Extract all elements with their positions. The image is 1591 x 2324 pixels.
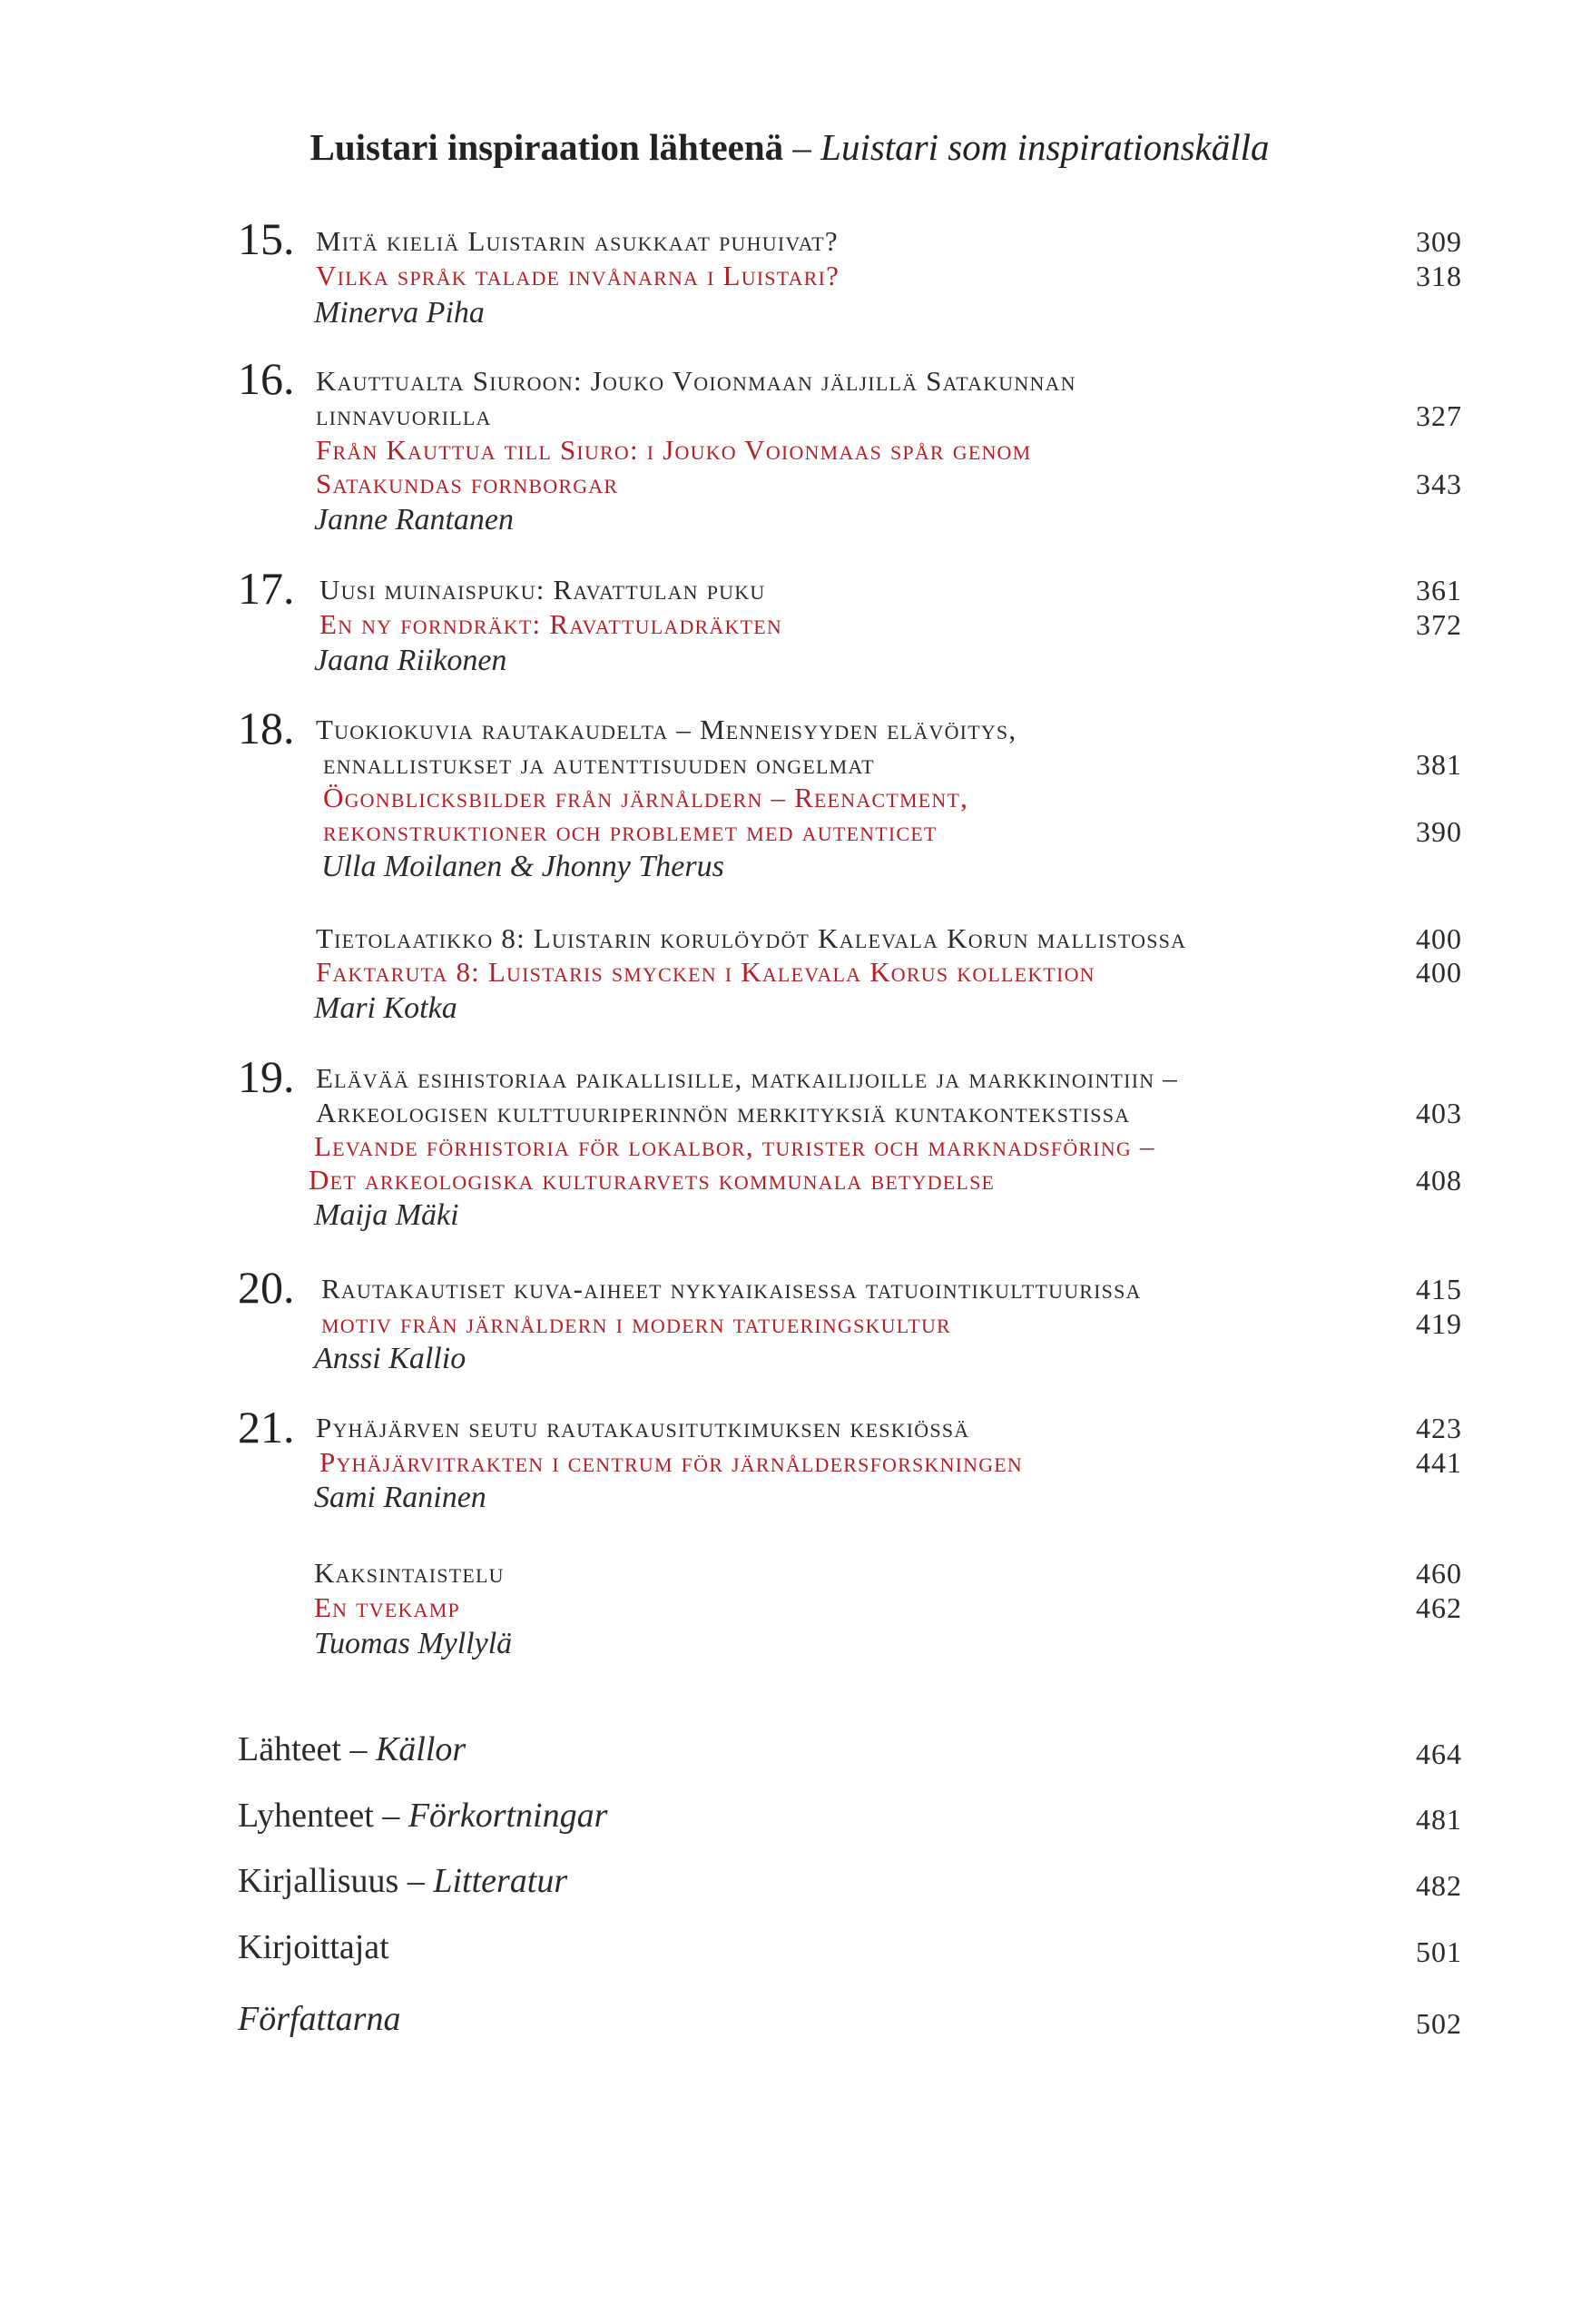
back-matter-sv: Förkortningar	[408, 1797, 608, 1835]
page-number: 464	[1416, 1738, 1462, 1770]
page-number: 502	[1416, 2007, 1462, 2040]
page-number-fi: 423	[1416, 1412, 1462, 1444]
back-matter-fi: Lähteet	[238, 1730, 341, 1768]
page-header	[236, 125, 1343, 169]
page-number-sv: 343	[1416, 468, 1462, 500]
page-number-fi: 403	[1416, 1097, 1462, 1129]
page-number-fi: 381	[1416, 748, 1462, 781]
back-matter-sep: –	[349, 1730, 368, 1768]
chapter-title-sv[interactable]: Levande förhistoria för lokalbor, turister och marknadsföring –	[314, 1130, 1155, 1162]
chapter-title-fi[interactable]: Rautakautiset kuva-aiheet nykyaikaisessa tatuointikulttuurissa	[321, 1273, 1142, 1305]
chapter-number: 17.	[238, 563, 295, 614]
chapter-author: Sami Raninen	[314, 1481, 486, 1514]
header-fi-title: Luistari inspiraation lähteenä	[309, 126, 784, 168]
back-matter-fi: Kirjallisuus	[238, 1862, 399, 1900]
chapter-title-sv-cont[interactable]: Det arkeologiska kulturarvets kommunala betydelse	[309, 1164, 996, 1196]
chapter-title-fi[interactable]: Kaksintaistelu	[314, 1557, 505, 1589]
back-matter-title[interactable]	[238, 1732, 466, 1767]
chapter-author: Janne Rantanen	[314, 503, 514, 537]
page-number-fi: 309	[1416, 225, 1462, 258]
chapter-title-sv[interactable]: motiv från järnåldern i modern tatueringskultur	[321, 1307, 951, 1339]
page-number-sv: 318	[1416, 260, 1462, 292]
page-number-fi: 400	[1416, 922, 1462, 955]
page-number-fi: 361	[1416, 574, 1462, 606]
page-number-sv: 441	[1416, 1446, 1462, 1479]
chapter-title-fi[interactable]: Elävää esihistoriaa paikallisille, matkailijoille ja markkinointiin –	[316, 1062, 1178, 1094]
page-number-sv: 462	[1416, 1591, 1462, 1624]
back-matter-title[interactable]	[238, 2002, 400, 2036]
chapter-title-fi[interactable]: Tietolaatikko 8: Luistarin korulöydöt Kalevala Korun mallistossa	[316, 922, 1187, 954]
page-number: 482	[1416, 1869, 1462, 1902]
page-number-sv: 372	[1416, 608, 1462, 641]
page-number-sv: 408	[1416, 1164, 1462, 1196]
back-matter-sep: –	[407, 1862, 425, 1900]
chapter-title-sv[interactable]: Ögonblicksbilder från järnåldern – Reenactment,	[323, 782, 969, 813]
chapter-title-fi-cont[interactable]: ennallistukset ja autenttisuuden ongelmat	[323, 748, 875, 780]
chapter-title-fi-cont[interactable]: Arkeologisen kulttuuriperinnön merkityksiä kuntakontekstissa	[316, 1097, 1131, 1128]
back-matter-title[interactable]	[238, 1864, 567, 1898]
back-matter-sv: Författarna	[238, 2000, 401, 2038]
back-matter-fi: Kirjoittajat	[238, 1928, 389, 1966]
chapter-title-fi[interactable]: Pyhäjärven seutu rautakausitutkimuksen keskiössä	[316, 1412, 970, 1443]
chapter-number: 20.	[238, 1262, 295, 1313]
chapter-author: Anssi Kallio	[314, 1342, 466, 1375]
back-matter-title[interactable]	[238, 1798, 607, 1833]
header-separator: –	[792, 126, 811, 168]
back-matter-sep: –	[382, 1797, 400, 1835]
page-number-sv: 390	[1416, 815, 1462, 848]
chapter-title-sv[interactable]: Vilka språk talade invånarna i Luistari?	[316, 260, 840, 291]
chapter-title-fi[interactable]: Tuokiokuvia rautakaudelta – Menneisyyden elävöitys,	[316, 714, 1017, 745]
chapter-number: 21.	[238, 1402, 295, 1452]
chapter-title-fi[interactable]: Mitä kieliä Luistarin asukkaat puhuivat?	[316, 225, 839, 257]
page-number-fi: 460	[1416, 1557, 1462, 1590]
page-number: 481	[1416, 1803, 1462, 1836]
back-matter-sv: Litteratur	[433, 1862, 568, 1900]
chapter-title-sv[interactable]: Pyhäjärvitrakten i centrum för järnåldersforskningen	[319, 1446, 1024, 1478]
chapter-number: 18.	[238, 703, 295, 753]
chapter-title-fi[interactable]: Kauttualta Siuroon: Jouko Voionmaan jäljillä Satakunnan	[316, 365, 1076, 397]
chapter-author: Jaana Riikonen	[314, 644, 507, 677]
chapter-title-fi-cont[interactable]: linnavuorilla	[316, 399, 492, 431]
chapter-number: 15.	[238, 213, 295, 264]
chapter-title-sv[interactable]: En tvekamp	[314, 1591, 460, 1623]
chapter-title-sv-cont[interactable]: Satakundas fornborgar	[316, 468, 619, 499]
page-number-sv: 419	[1416, 1307, 1462, 1340]
chapter-title-sv[interactable]: Från Kauttua till Siuro: i Jouko Voionmaas spår genom	[316, 434, 1032, 466]
chapter-title-sv[interactable]: En ny forndräkt: Ravattuladräkten	[319, 608, 782, 640]
chapter-title-fi[interactable]: Uusi muinaispuku: Ravattulan puku	[319, 574, 766, 606]
chapter-author: Tuomas Myllylä	[314, 1627, 513, 1660]
chapter-number: 16.	[238, 353, 295, 404]
page-number-fi: 327	[1416, 399, 1462, 432]
back-matter-sv: Källor	[375, 1730, 466, 1768]
back-matter-fi: Lyhenteet	[238, 1797, 374, 1835]
page-number-fi: 415	[1416, 1273, 1462, 1305]
chapter-author: Maija Mäki	[314, 1198, 459, 1232]
chapter-author: Minerva Piha	[314, 296, 485, 330]
back-matter-title[interactable]	[238, 1930, 389, 1965]
chapter-title-sv-cont[interactable]: rekonstruktioner och problemet med autenticet	[323, 815, 938, 847]
chapter-title-sv[interactable]: Faktaruta 8: Luistaris smycken i Kalevala Korus kollektion	[316, 956, 1095, 988]
chapter-author: Ulla Moilanen & Jhonny Therus	[321, 850, 724, 883]
chapter-author: Mari Kotka	[314, 991, 457, 1025]
header-sv-title: Luistari som inspirationskälla	[820, 126, 1270, 168]
page-number: 501	[1416, 1935, 1462, 1968]
chapter-number: 19.	[238, 1051, 295, 1102]
page-number-sv: 400	[1416, 956, 1462, 989]
